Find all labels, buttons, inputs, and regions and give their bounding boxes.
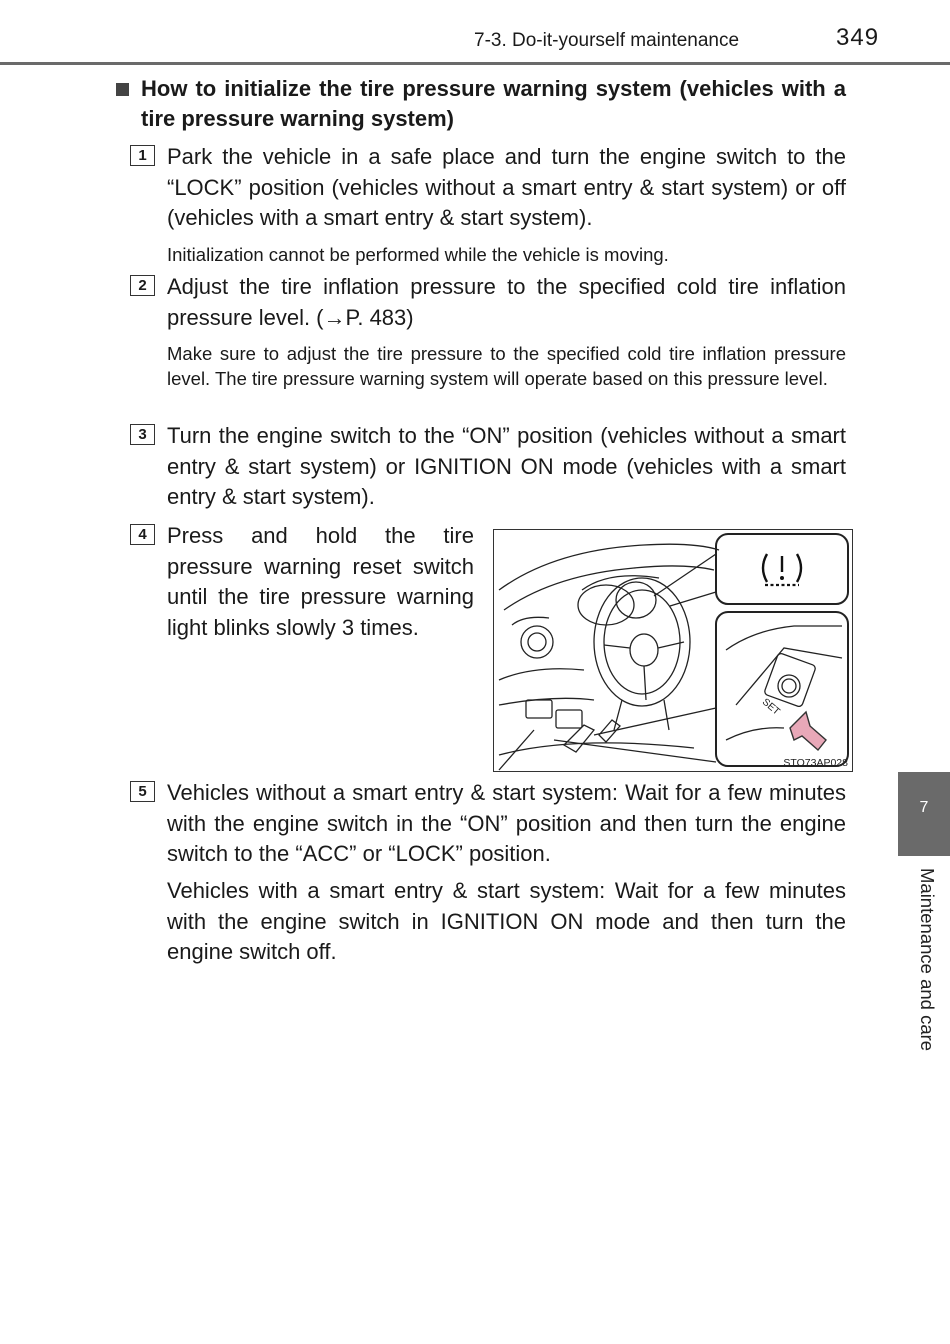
step-1-text: Park the vehicle in a safe place and turn the engine switch to the “LOCK” position (vehicles without a smart entry & start system) or off (vehicles with a smart entry & start system). xyxy=(167,144,846,230)
step-1-note: Initialization cannot be performed while the vehicle is moving. xyxy=(167,244,669,265)
dashboard-drawing xyxy=(494,530,852,771)
chapter-tab: 7 xyxy=(898,772,950,856)
section-heading: How to initialize the tire pressure warning system (vehicles with a tire pressure warning system) xyxy=(141,76,846,131)
dashboard-illustration xyxy=(493,529,853,772)
square-bullet-icon xyxy=(116,83,129,96)
step-5-text-smart-entry: Vehicles with a smart entry & start system: Wait for a few minutes with the engine switch in IGNITION ON mode and then turn the engine switch off. xyxy=(167,878,846,964)
step-4-text: Press and hold the tire pressure warning reset switch until the tire pressure warning light blinks slowly 3 times. xyxy=(167,523,474,640)
header-divider xyxy=(0,62,950,65)
chapter-tab-label: Maintenance and care xyxy=(917,868,938,1052)
step-number-4: 4 xyxy=(130,524,155,545)
figure-code: STO73AP028 xyxy=(783,757,848,769)
step-number-3: 3 xyxy=(130,424,155,445)
step-3-text: Turn the engine switch to the “ON” position (vehicles without a smart entry & start system) or IGNITION ON mode (vehicles with a smart entry & start system). xyxy=(167,423,846,509)
set-switch-label: SET xyxy=(759,696,782,718)
step-number-2: 2 xyxy=(130,275,155,296)
step-2-text: Adjust the tire inflation pressure to the specified cold tire inflation pressure level. (→P. 483) xyxy=(167,274,846,330)
step-number-1: 1 xyxy=(130,145,155,166)
step-number-5: 5 xyxy=(130,781,155,802)
page-number: 349 xyxy=(836,24,880,51)
header-section-title: 7-3. Do-it-yourself maintenance xyxy=(474,30,740,51)
step-5-text: Vehicles without a smart entry & start system: Wait for a few minutes with the engine switch in the “ON” position and then turn the engine switch to the “ACC” or “LOCK” position. xyxy=(167,780,846,866)
step-2-note: Make sure to adjust the tire pressure to the specified cold tire inflation pressure level. The tire pressure warning system will operate based on this pressure level. xyxy=(167,343,846,389)
press-arrow-icon xyxy=(790,712,826,750)
